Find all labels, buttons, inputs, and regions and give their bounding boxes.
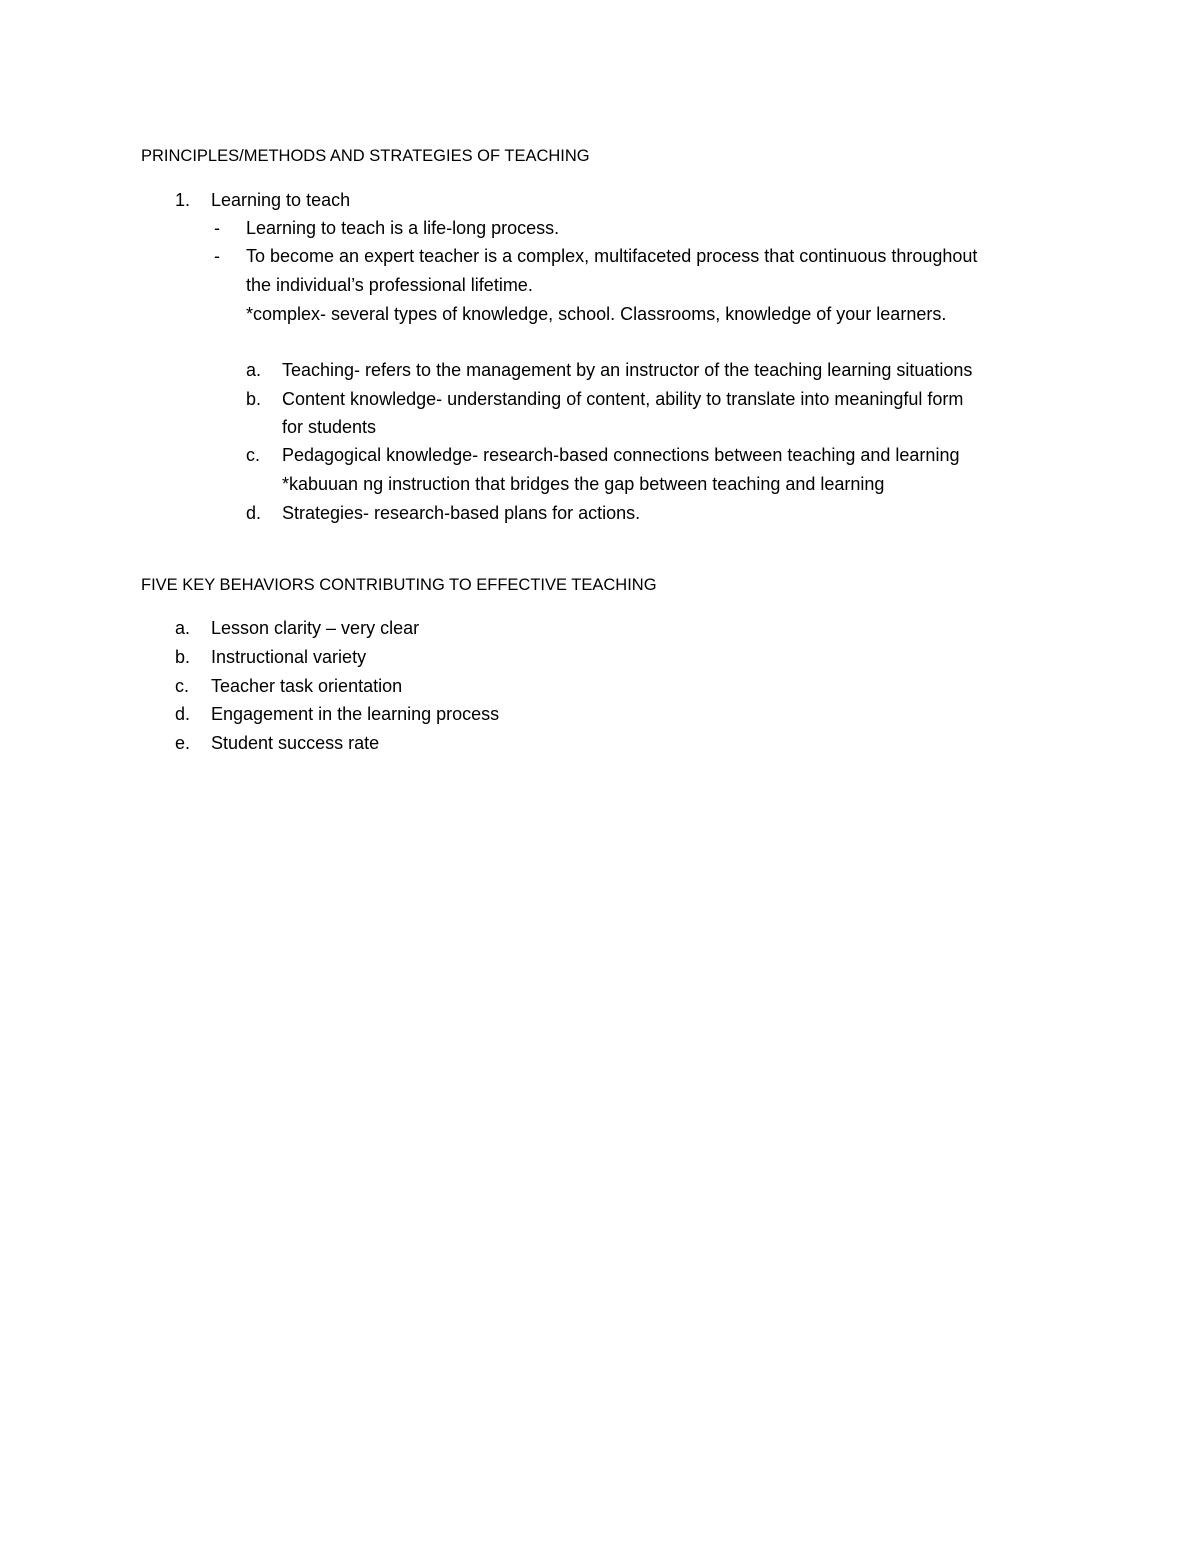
bullet-text: To become an expert teacher is a complex, multifaceted process that continuous throughout: [246, 246, 978, 266]
list-marker: c.: [246, 445, 261, 465]
list-marker: b.: [246, 389, 262, 409]
dash-marker: -: [214, 246, 220, 266]
dash-marker: -: [214, 218, 220, 238]
list-marker: e.: [175, 733, 191, 753]
list-item: Pedagogical knowledge- research-based connections between teaching and learning: [282, 445, 960, 465]
bullet-text-continued: the individual’s professional lifetime.: [246, 275, 533, 295]
list-marker: b.: [175, 647, 191, 667]
list-item: Instructional variety: [211, 647, 367, 667]
list-marker: c.: [175, 676, 190, 696]
list-item-continued: *kabuuan ng instruction that bridges the gap between teaching and learning: [282, 474, 885, 494]
list-item: Engagement in the learning process: [211, 704, 500, 724]
section-heading-principles: PRINCIPLES/METHODS AND STRATEGIES OF TEACHING: [141, 147, 590, 165]
list-item-continued: for students: [282, 417, 377, 437]
note-text: *complex- several types of knowledge, school. Classrooms, knowledge of your learners.: [246, 304, 947, 324]
section-heading-five-key-behaviors: FIVE KEY BEHAVIORS CONTRIBUTING TO EFFECTIVE TEACHING: [141, 576, 657, 594]
bullet-text: Learning to teach is a life-long process.: [246, 218, 560, 238]
list-item: Strategies- research-based plans for actions.: [282, 503, 641, 523]
list-item: Lesson clarity – very clear: [211, 618, 420, 638]
list-marker: a.: [175, 618, 191, 638]
list-marker: a.: [246, 360, 262, 380]
list-item-title: Learning to teach: [211, 190, 351, 210]
list-marker: 1.: [175, 190, 191, 210]
list-item: Teaching- refers to the management by an instructor of the teaching learning situations: [282, 360, 973, 380]
list-marker: d.: [246, 503, 262, 523]
list-item: Content knowledge- understanding of content, ability to translate into meaningful form: [282, 389, 964, 409]
list-item: Student success rate: [211, 733, 380, 753]
list-item: Teacher task orientation: [211, 676, 403, 696]
list-marker: d.: [175, 704, 191, 724]
